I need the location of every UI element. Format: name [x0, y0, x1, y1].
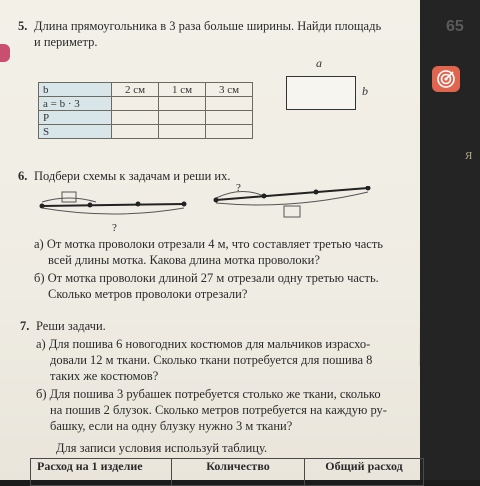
task6-schemes — [36, 186, 376, 234]
target-icon — [432, 66, 460, 92]
table-row-a: a = b · 3 — [39, 97, 112, 111]
page-number: 65 — [446, 18, 464, 35]
task5-number: 5. — [18, 19, 28, 33]
rect-label-a: a — [316, 56, 322, 70]
table-row-p: P — [39, 111, 112, 125]
task7-number: 7. — [20, 319, 30, 333]
scheme-question-top: ? — [236, 182, 241, 194]
scheme-left — [40, 192, 187, 214]
task6-b-line1: б) От мотка проволоки длиной 27 м отрезали одну третью часть. — [34, 271, 379, 285]
scheme-question-bottom: ? — [112, 222, 117, 234]
task7-b-line2: на пошив 2 блузок. Сколько метров потребуется на каждую ру- — [50, 403, 387, 417]
rectangle-diagram — [286, 76, 356, 110]
task6-a-line1: а) От мотка проволоки отрезали 4 м, что составляет третью часть — [34, 237, 383, 251]
task7-title: Реши задачи. — [36, 319, 106, 333]
table-cell — [112, 111, 159, 125]
table-header-3cm: 3 см — [206, 83, 253, 97]
task6-title: Подбери схемы к задачам и реши их. — [34, 169, 231, 183]
table-cell — [159, 111, 206, 125]
table-row-s: S — [39, 125, 112, 139]
table-header-b: b — [39, 83, 112, 97]
table-cell — [112, 97, 159, 111]
task5-line2: и периметр. — [34, 35, 98, 49]
table-cell — [206, 111, 253, 125]
task5-line1: Длина прямоугольника в 3 раза больше ширины. Найди площадь — [34, 19, 382, 33]
table-header-1cm: 1 см — [159, 83, 206, 97]
table-cell — [206, 125, 253, 139]
strip-letter: Я — [465, 150, 473, 162]
task7-table — [30, 458, 424, 486]
table-header-consumption: Расход на 1 изделие — [31, 459, 172, 486]
table-cell — [206, 97, 253, 111]
table-cell — [159, 97, 206, 111]
rect-label-b: b — [362, 84, 368, 98]
task6-a-line2: всей длины мотка. Какова длина мотка проволоки? — [48, 253, 320, 267]
task7-b-line3: башку, если на одну блузку нужно 3 м ткани? — [50, 419, 293, 433]
table-cell — [112, 125, 159, 139]
table-cell — [159, 125, 206, 139]
table-header-total: Общий расход — [305, 459, 424, 486]
page-tab-marker — [0, 44, 10, 62]
task7-a-line2: довали 12 м ткани. Сколько ткани потребуется для пошива 8 — [50, 353, 373, 367]
task7-hint: Для записи условия используй таблицу. — [56, 441, 268, 455]
task7-b-line1: б) Для пошива 3 рубашек потребуется столько же ткани, сколько — [36, 387, 381, 401]
task7-a-line1: а) Для пошива 6 новогодних костюмов для мальчиков израсхо- — [36, 337, 371, 351]
table-header-quantity: Количество — [172, 459, 305, 486]
table-header-2cm: 2 см — [112, 83, 159, 97]
task6-number: 6. — [18, 169, 28, 183]
task6-b-line2: Сколько метров проволоки отрезали? — [48, 287, 248, 301]
task7-a-line3: таких же костюмов? — [50, 369, 159, 383]
task5-table — [38, 82, 253, 139]
